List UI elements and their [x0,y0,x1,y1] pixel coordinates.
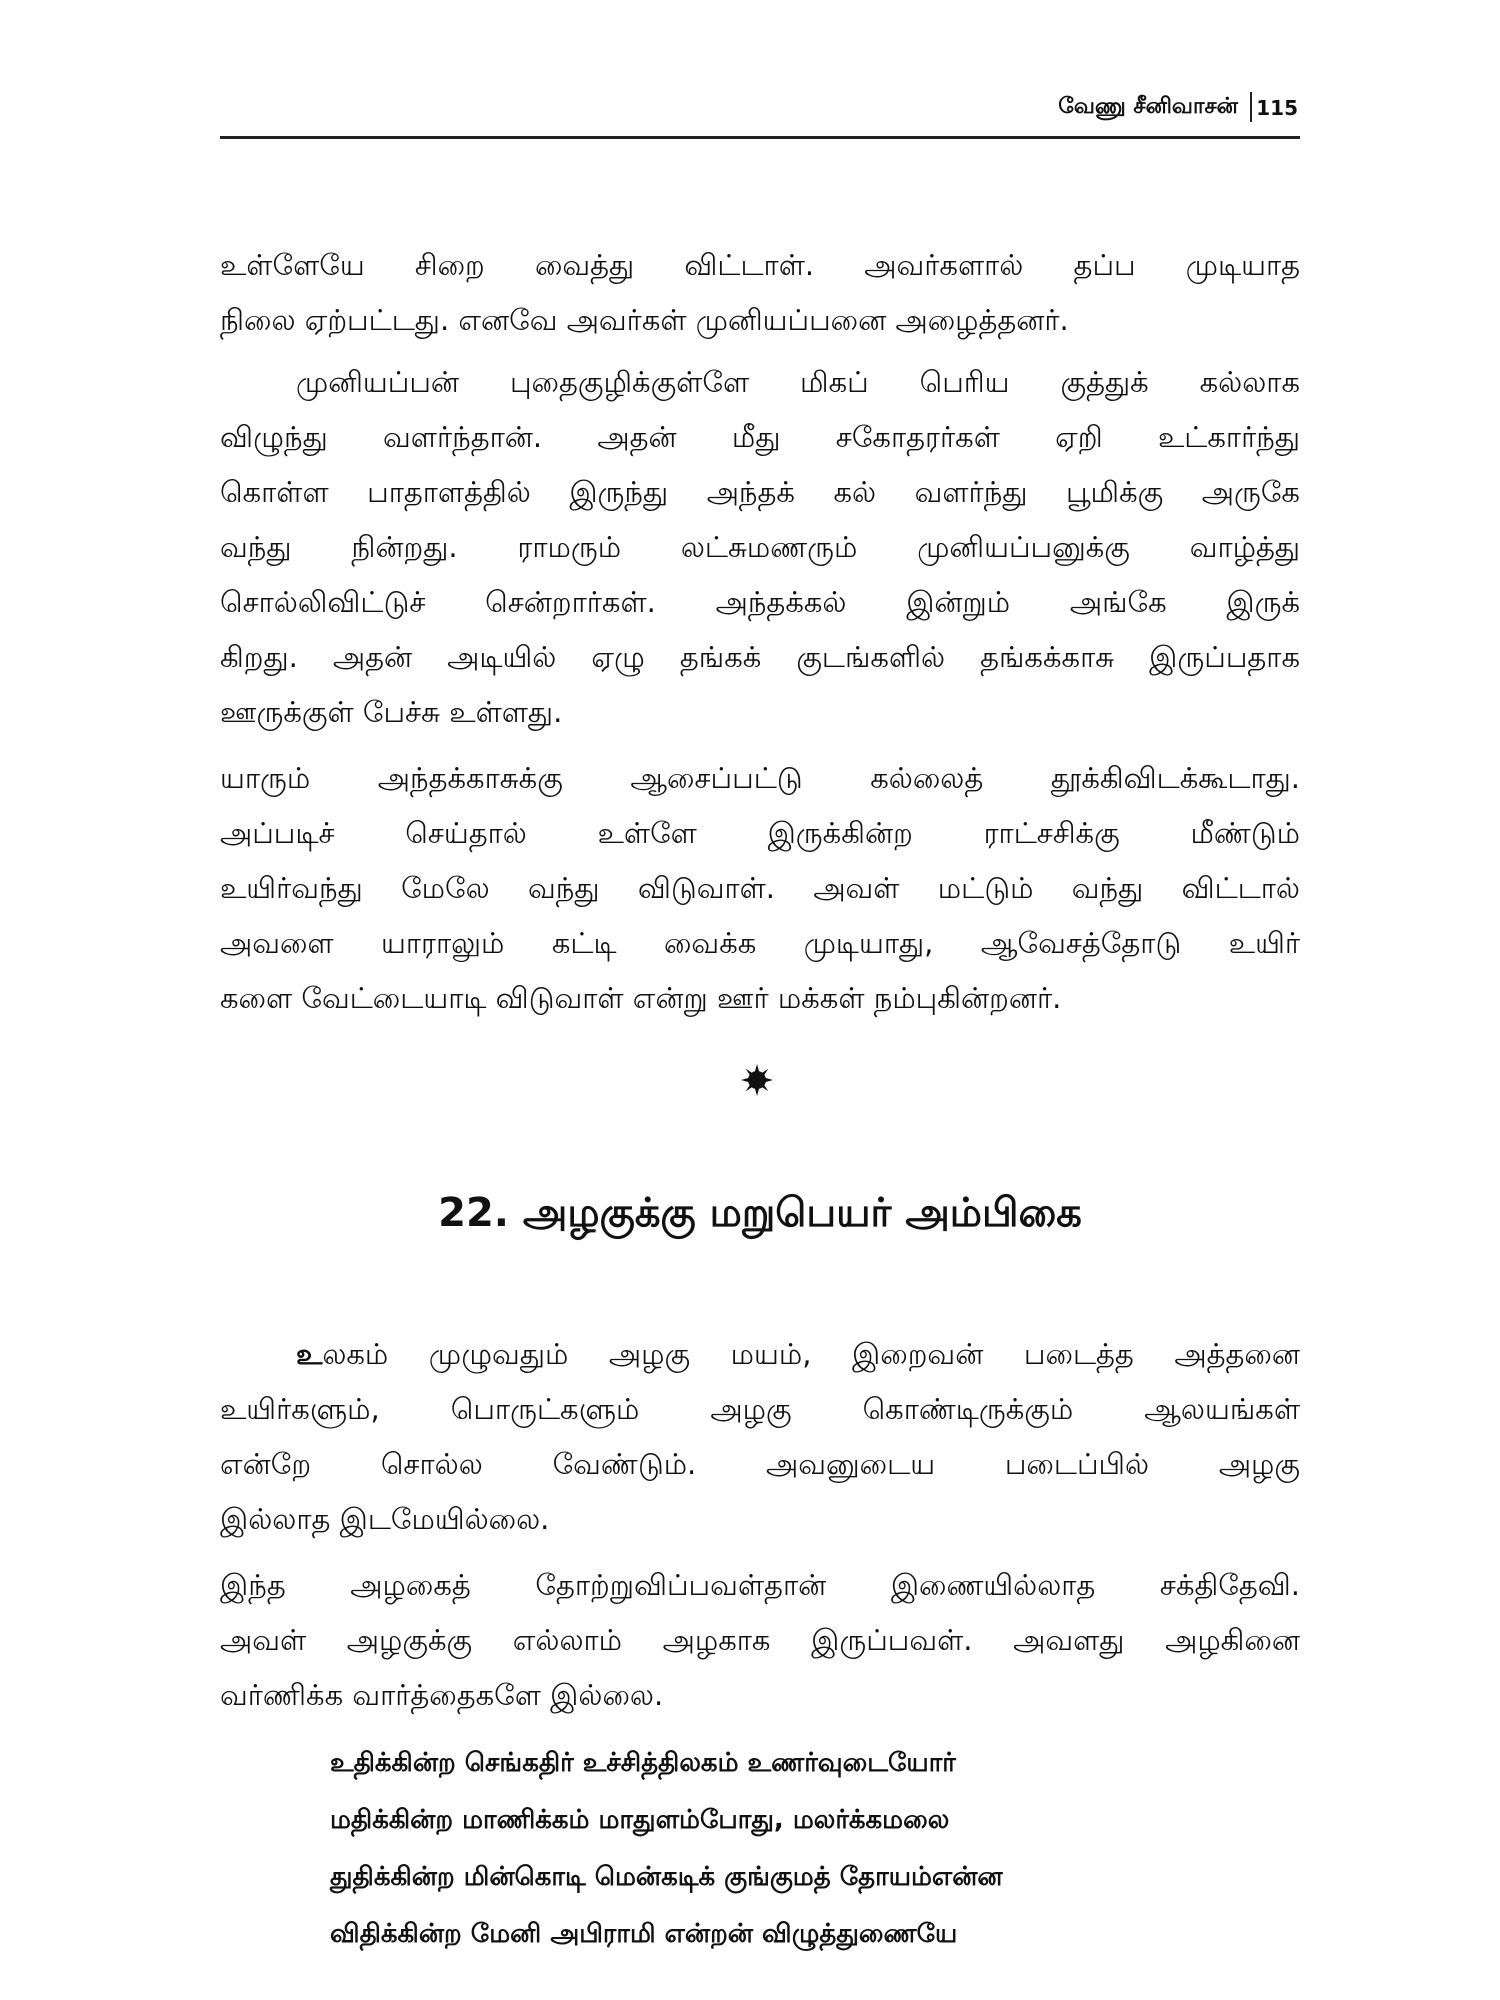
text-line: உயிர்களும், பொருட்களும் அழகு கொண்டிருக்கும் ஆலயங்கள் [220,1392,1300,1426]
chapter-paragraph-1 [220,1327,1300,1547]
chapter-paragraph-2 [220,1558,1300,1723]
text-line: அப்படிச் செய்தால் உள்ளே இருக்கின்ற ராட்சசிக்கு மீண்டும் [220,816,1300,850]
verse-line: உதிக்கின்ற செங்கதிர் உச்சித்திலகம் உணர்வுடையோர் [330,1748,956,1778]
verse-block [330,1735,1230,1963]
verse-line: மதிக்கின்ற மாணிக்கம் மாதுளம்போது, மலர்க்கமலை [330,1805,950,1835]
header-divider [1250,92,1252,122]
text-line: உயிர்வந்து மேலே வந்து விடுவாள். அவள் மட்டும் வந்து விட்டால் [220,871,1300,905]
page-header [220,88,1300,139]
text-line: இல்லாத இடமேயில்லை. [220,1502,550,1536]
asterisk-flower-icon [740,1063,774,1097]
text-line: சொல்லிவிட்டுச் சென்றார்கள். அந்தக்கல் இன்றும் அங்கே இருக் [220,585,1300,619]
text-fragment: லகம் முழுவதும் அழகு மயம், இறைவன் படைத்த அத்தனை [322,1337,1300,1371]
paragraph-2 [220,355,1300,740]
text-line: உள்ளேயே சிறை வைத்து விட்டாள். அவர்களால் தப்ப முடியாத [220,248,1300,282]
text-line: நிலை ஏற்பட்டது. எனவே அவர்கள் முனியப்பனை அழைத்தனர். [220,303,1069,337]
text-line: கிறது. அதன் அடியில் ஏழு தங்கக் குடங்களில் தங்கக்காசு இருப்பதாக [220,640,1300,674]
paragraph-3 [220,751,1300,1026]
text-line: களை வேட்டையாடி விடுவாள் என்று ஊர் மக்கள் நம்புகின்றனர். [220,981,1062,1015]
text-line [220,1327,1300,1382]
text-line: என்றே சொல்ல வேண்டும். அவனுடைய படைப்பில் அழகு [220,1447,1300,1481]
text-line: விழுந்து வளர்ந்தான். அதன் மீது சகோதரர்கள் ஏறி உட்கார்ந்து [220,420,1300,454]
text-line: அவளை யாராலும் கட்டி வைக்க முடியாது, ஆவேசத்தோடு உயிர் [220,926,1300,960]
text-line: ஊருக்குள் பேச்சு உள்ளது. [220,695,563,729]
text-line: வந்து நின்றது. ராமரும் லட்சுமணரும் முனியப்பனுக்கு வாழ்த்து [220,530,1300,564]
text-line: வர்ணிக்க வார்த்தைகளே இல்லை. [220,1678,664,1712]
text-line: கொள்ள பாதாளத்தில் இருந்து அந்தக் கல் வளர்ந்து பூமிக்கு அருகே [220,475,1300,509]
chapter-title: 22. அழகுக்கு மறுபெயர் அம்பிகை [438,1190,1082,1236]
verse-line: துதிக்கின்ற மின்கொடி மென்கடிக் குங்குமத் தோயம்என்ன [330,1862,1003,1892]
text-line: அவள் அழகுக்கு எல்லாம் அழகாக இருப்பவள். அவளது அழகினை [220,1623,1300,1657]
drop-cap: உ [296,1337,323,1371]
paragraph-1 [220,238,1300,348]
text-line: இந்த அழகைத் தோற்றுவிப்பவள்தான் இணையில்லாத சக்திதேவி. [220,1568,1300,1602]
verse-line: விதிக்கின்ற மேனி அபிராமி என்றன் விழுத்துணையே [330,1919,958,1949]
page-number: 115 [1256,96,1298,120]
text-line: முனியப்பன் புதைகுழிக்குள்ளே மிகப் பெரிய குத்துக் கல்லாக [296,365,1300,399]
text-line: யாரும் அந்தக்காசுக்கு ஆசைப்பட்டு கல்லைத் தூக்கிவிடக்கூடாது. [220,761,1300,795]
running-head-author: வேணு சீனிவாசன் [1058,94,1238,119]
